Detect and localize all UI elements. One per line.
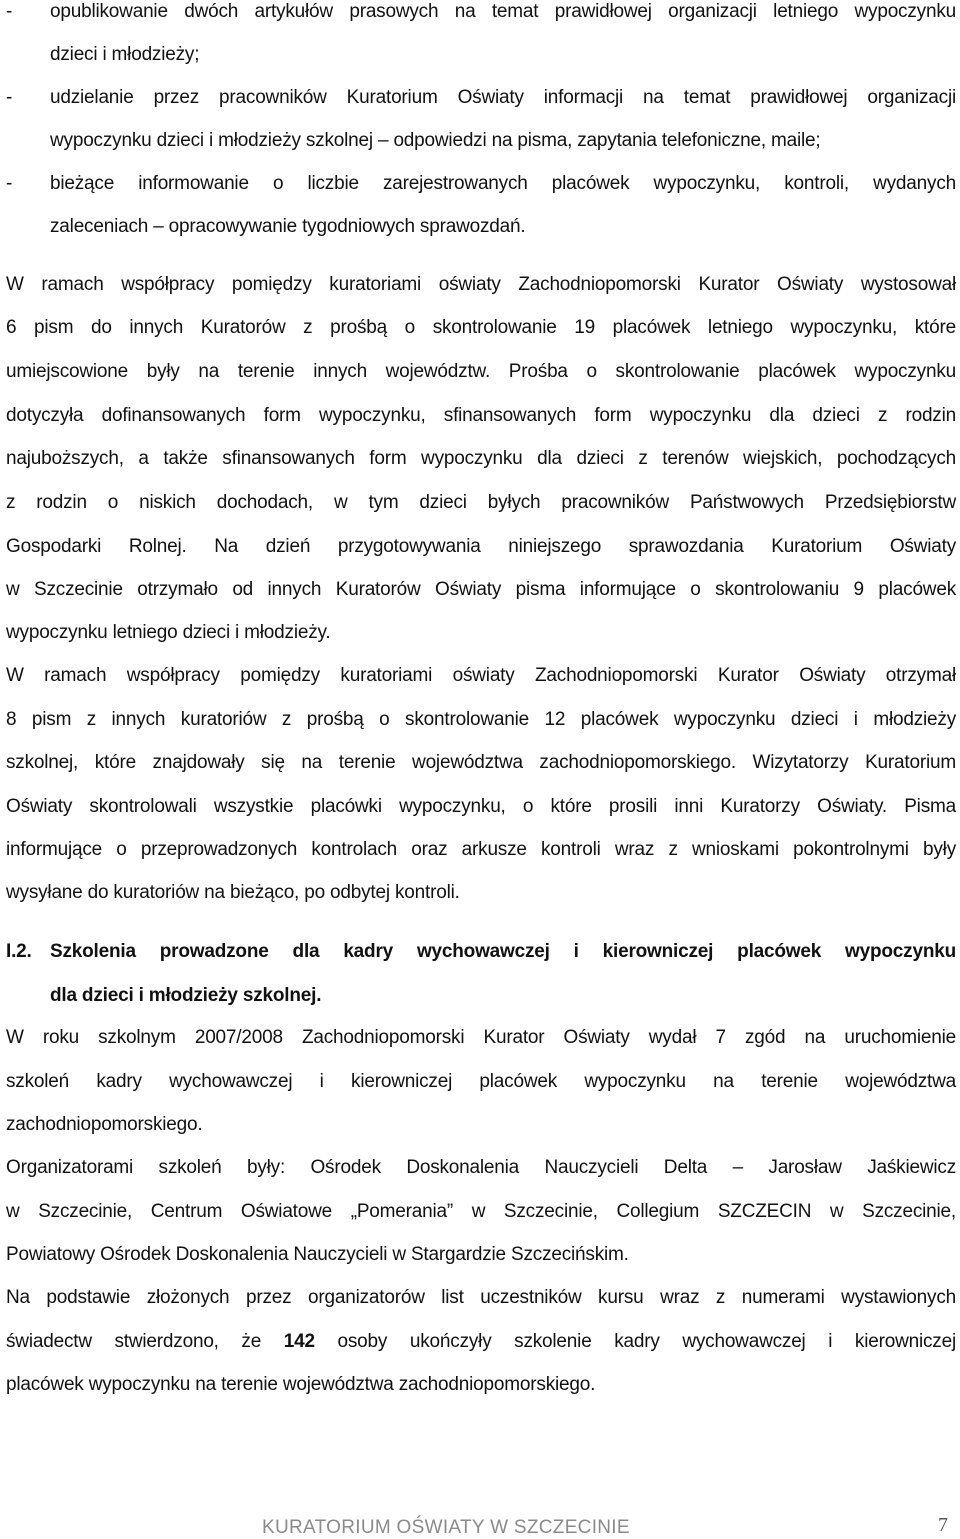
section-number: I.2. <box>6 941 32 962</box>
paragraph-line: z rodzin o niskich dochodach, w tym dzieci byłych pracowników Państwowych Przedsiębiorstw <box>6 492 956 513</box>
bullet-2-line-1: udzielanie przez pracowników Kuratorium Oświaty informacji na temat prawidłowej organizacji <box>50 87 956 108</box>
paragraph-line: Na podstawie złożonych przez organizatorów list uczestników kursu wraz z numerami wystawionych <box>6 1287 956 1308</box>
paragraph-line: wysyłane do kuratoriów na bieżąco, po odbytej kontroli. <box>6 882 460 903</box>
paragraph-line: Oświaty skontrolowali wszystkie placówki wypoczynku, o które prosili inni Kuratorzy Oświaty. Pisma <box>6 796 956 817</box>
paragraph-line: Gospodarki Rolnej. Na dzień przygotowywania niniejszego sprawozdania Kuratorium Oświaty <box>6 536 956 557</box>
paragraph-line: najuboższych, a także sfinansowanych form wypoczynku dla dzieci z terenów wiejskich, pochodzących <box>6 448 956 469</box>
paragraph-line: W roku szkolnym 2007/2008 Zachodniopomorski Kurator Oświaty wydał 7 zgód na uruchomienie <box>6 1027 956 1048</box>
footer-institution: KURATORIUM OŚWIATY W SZCZECINIE <box>262 1517 630 1538</box>
paragraph-line: placówek wypoczynku na terenie województwa zachodniopomorskiego. <box>6 1374 596 1395</box>
paragraph-line: Powiatowy Ośrodek Doskonalenia Nauczycieli w Stargardzie Szczecińskim. <box>6 1244 629 1265</box>
paragraph-line: informujące o przeprowadzonych kontrolach oraz arkusze kontroli wraz z wnioskami pokontrolnymi były <box>6 839 956 860</box>
paragraph-line: Organizatorami szkoleń były: Ośrodek Doskonalenia Nauczycieli Delta – Jarosław Jaśkiewicz <box>6 1157 956 1178</box>
paragraph-line: dotyczyła dofinansowanych form wypoczynku, sfinansowanych form wypoczynku dla dzieci z rodzin <box>6 405 956 426</box>
text-before-count: świadectw stwierdzono, że <box>6 1331 284 1352</box>
bullet-dash: - <box>6 87 13 108</box>
paragraph-line: umiejscowione były na terenie innych województw. Prośba o skontrolowanie placówek wypoczynku <box>6 361 956 382</box>
paragraph-line: w Szczecinie, Centrum Oświatowe „Pomerania” w Szczecinie, Collegium SZCZECIN w Szczecinie, <box>6 1201 956 1222</box>
text-after-count: osoby ukończyły szkolenie kadry wychowawczej i kierowniczej <box>314 1331 956 1352</box>
bullet-dash: - <box>6 173 13 194</box>
paragraph-line: 8 pism z innych kuratoriów z prośbą o skontrolowanie 12 placówek wypoczynku dzieci i młodzieży <box>6 709 956 730</box>
paragraph-line: W ramach współpracy pomiędzy kuratoriami oświaty Zachodniopomorski Kurator Oświaty wystosował <box>6 274 956 295</box>
section-title-line-1: Szkolenia prowadzone dla kadry wychowawczej i kierowniczej placówek wypoczynku <box>50 941 956 962</box>
paragraph-line: szkolnej, które znajdowały się na terenie województwa zachodniopomorskiego. Wizytatorzy Kuratorium <box>6 752 956 773</box>
participant-count: 142 <box>283 1331 315 1352</box>
paragraph-line: wypoczynku letniego dzieci i młodzieży. <box>6 622 331 643</box>
bullet-3-line-2: zaleceniach – opracowywanie tygodniowych sprawozdań. <box>50 216 526 237</box>
bullet-3-line-1: bieżące informowanie o liczbie zarejestrowanych placówek wypoczynku, kontroli, wydanych <box>50 173 956 194</box>
paragraph-line: w Szczecinie otrzymało od innych Kuratorów Oświaty pisma informujące o skontrolowaniu 9 placówek <box>6 579 956 600</box>
paragraph-line: W ramach współpracy pomiędzy kuratoriami oświaty Zachodniopomorski Kurator Oświaty otrzymał <box>6 665 956 686</box>
bullet-1-line-2: dzieci i młodzieży; <box>50 44 200 65</box>
paragraph-line: zachodniopomorskiego. <box>6 1114 203 1135</box>
paragraph-line: 6 pism do innych Kuratorów z prośbą o skontrolowanie 19 placówek letniego wypoczynku, które <box>6 317 956 338</box>
section-title-line-2: dla dzieci i młodzieży szkolnej. <box>50 985 322 1006</box>
bullet-dash: - <box>6 1 13 22</box>
bullet-1-line-1: opublikowanie dwóch artykułów prasowych na temat prawidłowej organizacji letniego wypoczynku <box>50 1 956 22</box>
paragraph-line-with-count <box>6 1330 956 1354</box>
page-number: 7 <box>938 1514 948 1536</box>
bullet-2-line-2: wypoczynku dzieci i młodzieży szkolnej – odpowiedzi na pisma, zapytania telefoniczne, maile; <box>50 130 821 151</box>
paragraph-line: szkoleń kadry wychowawczej i kierowniczej placówek wypoczynku na terenie województwa <box>6 1071 956 1092</box>
